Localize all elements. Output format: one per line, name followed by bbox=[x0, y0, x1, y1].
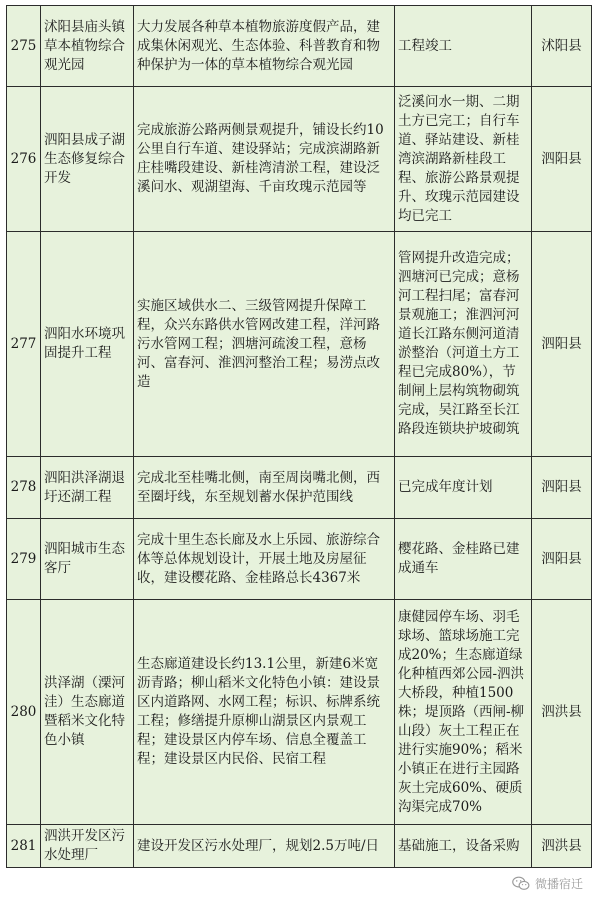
progress-status: 基础施工，设备采购 bbox=[395, 825, 532, 868]
table-row bbox=[7, 6, 592, 87]
project-name: 沭阳县庙头镇草本植物综合观光园 bbox=[41, 6, 134, 87]
table-row bbox=[7, 232, 592, 457]
county: 泗阳县 bbox=[532, 232, 592, 457]
construction-content: 生态廊道建设长约13.1公里，新建6米宽沥青路；柳山稻米文化特色小镇：建设景区内道路网、水网工程；标识、标牌系统工程；修缮提升原柳山湖景区内景观工程；建设景区内停车场、信息全覆盖工程；建设景区内民俗、民宿工程 bbox=[134, 600, 395, 825]
watermark bbox=[509, 874, 586, 893]
construction-content: 完成北至桂嘴北侧，南至周岗嘴北侧，西至圈圩线，东至规划蓄水保护范围线 bbox=[134, 457, 395, 519]
progress-status: 管网提升改造完成；泗塘河已完成；意杨河工程扫尾；富春河景观施工；淮泗河河道长江路东侧河道清淤整治（河道土方工程已完成80%），节制闸上层构筑物砌筑完成，吴江路至长江路段连锁块护坡砌筑 bbox=[395, 232, 532, 457]
progress-status: 康健园停车场、羽毛球场、篮球场施工完成20%；生态廊道绿化种植西郊公园-泗洪大桥段，种植1500株；堤顶路（西闸-柳山段）灰土工程正在进行实施90%；稻米小镇正在进行主园路灰土完成60%、硬质沟渠完成70% bbox=[395, 600, 532, 825]
table-row bbox=[7, 825, 592, 868]
row-number: 277 bbox=[7, 232, 41, 457]
construction-content: 实施区域供水二、三级管网提升保障工程，众兴东路供水管网改建工程，洋河路污水管网工程；泗塘河疏浚工程，意杨河、富春河、淮泗河整治工程；易涝点改造 bbox=[134, 232, 395, 457]
row-number: 276 bbox=[7, 87, 41, 232]
progress-status: 泛溪问水一期、二期土方已完工；自行车道、驿站建设、新桂湾滨湖路新桂段工程、旅游公路景观提升、玫瑰示范园建设均已完工 bbox=[395, 87, 532, 232]
county: 泗阳县 bbox=[532, 519, 592, 600]
wechat-icon bbox=[512, 876, 530, 891]
project-name: 泗阳县成子湖生态修复综合开发 bbox=[41, 87, 134, 232]
row-number: 275 bbox=[7, 6, 41, 87]
project-name: 泗阳城市生态客厅 bbox=[41, 519, 134, 600]
row-number: 280 bbox=[7, 600, 41, 825]
construction-content: 大力发展各种草本植物旅游度假产品，建成集休闲观光、生态体验、科普教育和物种保护为一体的草本植物综合观光园 bbox=[134, 6, 395, 87]
county: 沭阳县 bbox=[532, 6, 592, 87]
row-number: 279 bbox=[7, 519, 41, 600]
watermark-text: 微播宿迁 bbox=[534, 877, 583, 891]
construction-content: 完成旅游公路两侧景观提升，铺设长约10公里自行车道、建设驿站；完成滨湖路新庄桂嘴段建设、新桂湾清淤工程，建设泛溪问水、观湖望海、千亩玫瑰示范园等 bbox=[134, 87, 395, 232]
construction-content: 建设开发区污水处理厂，规划2.5万吨/日 bbox=[134, 825, 395, 868]
county: 泗阳县 bbox=[532, 87, 592, 232]
progress-status: 工程竣工 bbox=[395, 6, 532, 87]
project-name: 泗阳洪泽湖退圩还湖工程 bbox=[41, 457, 134, 519]
county: 泗洪县 bbox=[532, 825, 592, 868]
progress-status: 已完成年度计划 bbox=[395, 457, 532, 519]
project-name: 泗洪开发区污水处理厂 bbox=[41, 825, 134, 868]
project-name: 洪泽湖（溧河洼）生态廊道暨稻米文化特色小镇 bbox=[41, 600, 134, 825]
project-table bbox=[6, 5, 592, 868]
county: 泗洪县 bbox=[532, 600, 592, 825]
row-number: 278 bbox=[7, 457, 41, 519]
county: 泗阳县 bbox=[532, 457, 592, 519]
table-row bbox=[7, 519, 592, 600]
progress-status: 樱花路、金桂路已建成通车 bbox=[395, 519, 532, 600]
project-name: 泗阳水环境巩固提升工程 bbox=[41, 232, 134, 457]
construction-content: 完成十里生态长廊及水上乐园、旅游综合体等总体规划设计，开展土地及房屋征收，建设樱花路、金桂路总长4367米 bbox=[134, 519, 395, 600]
table-row bbox=[7, 87, 592, 232]
table-row bbox=[7, 457, 592, 519]
row-number: 281 bbox=[7, 825, 41, 868]
table-row bbox=[7, 600, 592, 825]
